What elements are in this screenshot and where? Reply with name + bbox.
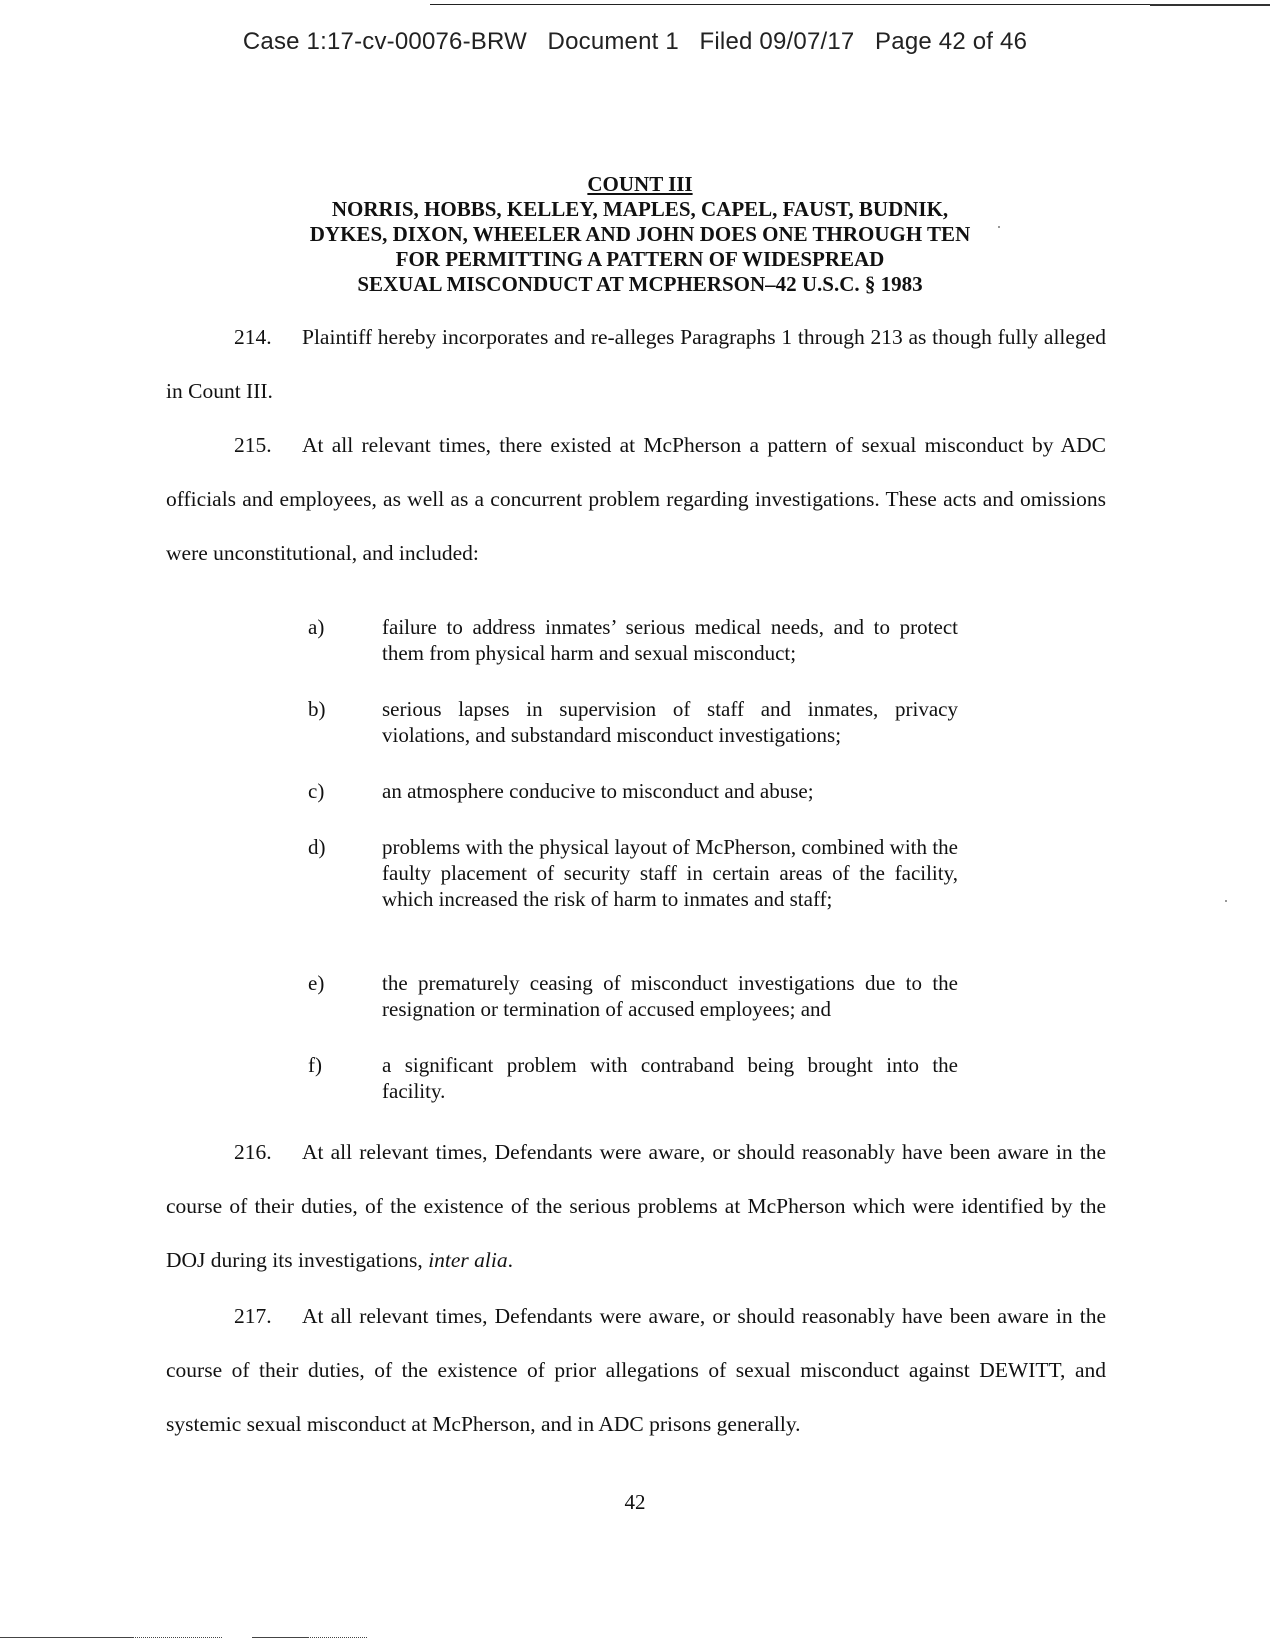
scan-edge-line bbox=[252, 1637, 307, 1638]
list-item-label: a) bbox=[308, 615, 325, 639]
list-item-label: b) bbox=[308, 697, 326, 721]
paragraph-italic-text: inter alia bbox=[428, 1248, 508, 1272]
paragraph-number: 216. bbox=[234, 1140, 272, 1164]
paragraph-text-end: . bbox=[507, 1248, 513, 1272]
paragraph-214 bbox=[166, 310, 1106, 418]
list-item-text: failure to address inmates’ serious medical needs, and to protect them from physical harm and sexual misconduct; bbox=[382, 615, 958, 665]
list-item-text: the prematurely ceasing of misconduct investigations due to the resignation or termination of accused employees; and bbox=[382, 971, 958, 1021]
paragraph-217 bbox=[166, 1289, 1106, 1451]
list-item-label: d) bbox=[308, 835, 326, 859]
count-heading bbox=[160, 172, 1120, 297]
scan-edge-line bbox=[307, 1637, 367, 1638]
paragraph-number: 215. bbox=[234, 433, 272, 457]
list-item-text: problems with the physical layout of McPherson, combined with the faulty placement of security staff in certain areas of the facility, which increased the risk of harm to inmates and staff; bbox=[382, 835, 958, 911]
heading-line: NORRIS, HOBBS, KELLEY, MAPLES, CAPEL, FAUST, BUDNIK, bbox=[331, 197, 949, 221]
paragraph-216 bbox=[166, 1125, 1106, 1287]
scan-edge-line bbox=[0, 1637, 132, 1638]
list-item-text: a significant problem with contraband being brought into the facility. bbox=[382, 1053, 958, 1103]
paragraph-text: At all relevant times, Defendants were aware, or should reasonably have been aware in the course of their duties, of the existence of the serious problems at McPherson which were identified by the DOJ during its investigations, bbox=[166, 1140, 1106, 1272]
paragraph-number: 217. bbox=[234, 1304, 272, 1328]
heading-line: SEXUAL MISCONDUCT AT MCPHERSON–42 U.S.C. § 1983 bbox=[357, 272, 923, 296]
list-item-label: e) bbox=[308, 971, 325, 995]
list-item-label: f) bbox=[308, 1053, 322, 1077]
paragraph-text: At all relevant times, Defendants were aware, or should reasonably have been aware in the course of their duties, of the existence of prior allegations of sexual misconduct against DEWITT, and systemic sexual misconduct at McPherson, and in ADC prisons generally. bbox=[166, 1304, 1106, 1436]
paragraph-215 bbox=[166, 418, 1106, 580]
page-number: 42 bbox=[624, 1490, 646, 1514]
case-header: Case 1:17-cv-00076-BRW Document 1 Filed 09/07/17 Page 42 of 46 bbox=[242, 28, 1028, 55]
paragraph-number: 214. bbox=[234, 325, 272, 349]
scan-edge-line bbox=[1150, 4, 1270, 6]
heading-line: DYKES, DIXON, WHEELER AND JOHN DOES ONE THROUGH TEN bbox=[309, 222, 971, 246]
list-item-text: an atmosphere conducive to misconduct and abuse; bbox=[382, 779, 814, 803]
paragraph-text: Plaintiff hereby incorporates and re-alleges Paragraphs 1 through 213 as though fully alleged in Count III. bbox=[166, 325, 1106, 403]
heading-line: FOR PERMITTING A PATTERN OF WIDESPREAD bbox=[395, 247, 885, 271]
list-item-label: c) bbox=[308, 779, 325, 803]
scan-edge-line bbox=[132, 1637, 222, 1638]
scan-speck bbox=[1225, 900, 1227, 902]
count-title: COUNT III bbox=[587, 172, 693, 196]
paragraph-text: At all relevant times, there existed at McPherson a pattern of sexual misconduct by ADC officials and employees, as well as a concurrent problem regarding investigations. These acts and omissions were unconstitutional, and included: bbox=[166, 433, 1106, 565]
scan-speck bbox=[998, 226, 1000, 228]
scan-edge-line bbox=[430, 4, 1270, 5]
list-item-text: serious lapses in supervision of staff and inmates, privacy violations, and substandard misconduct investigations; bbox=[382, 697, 958, 747]
